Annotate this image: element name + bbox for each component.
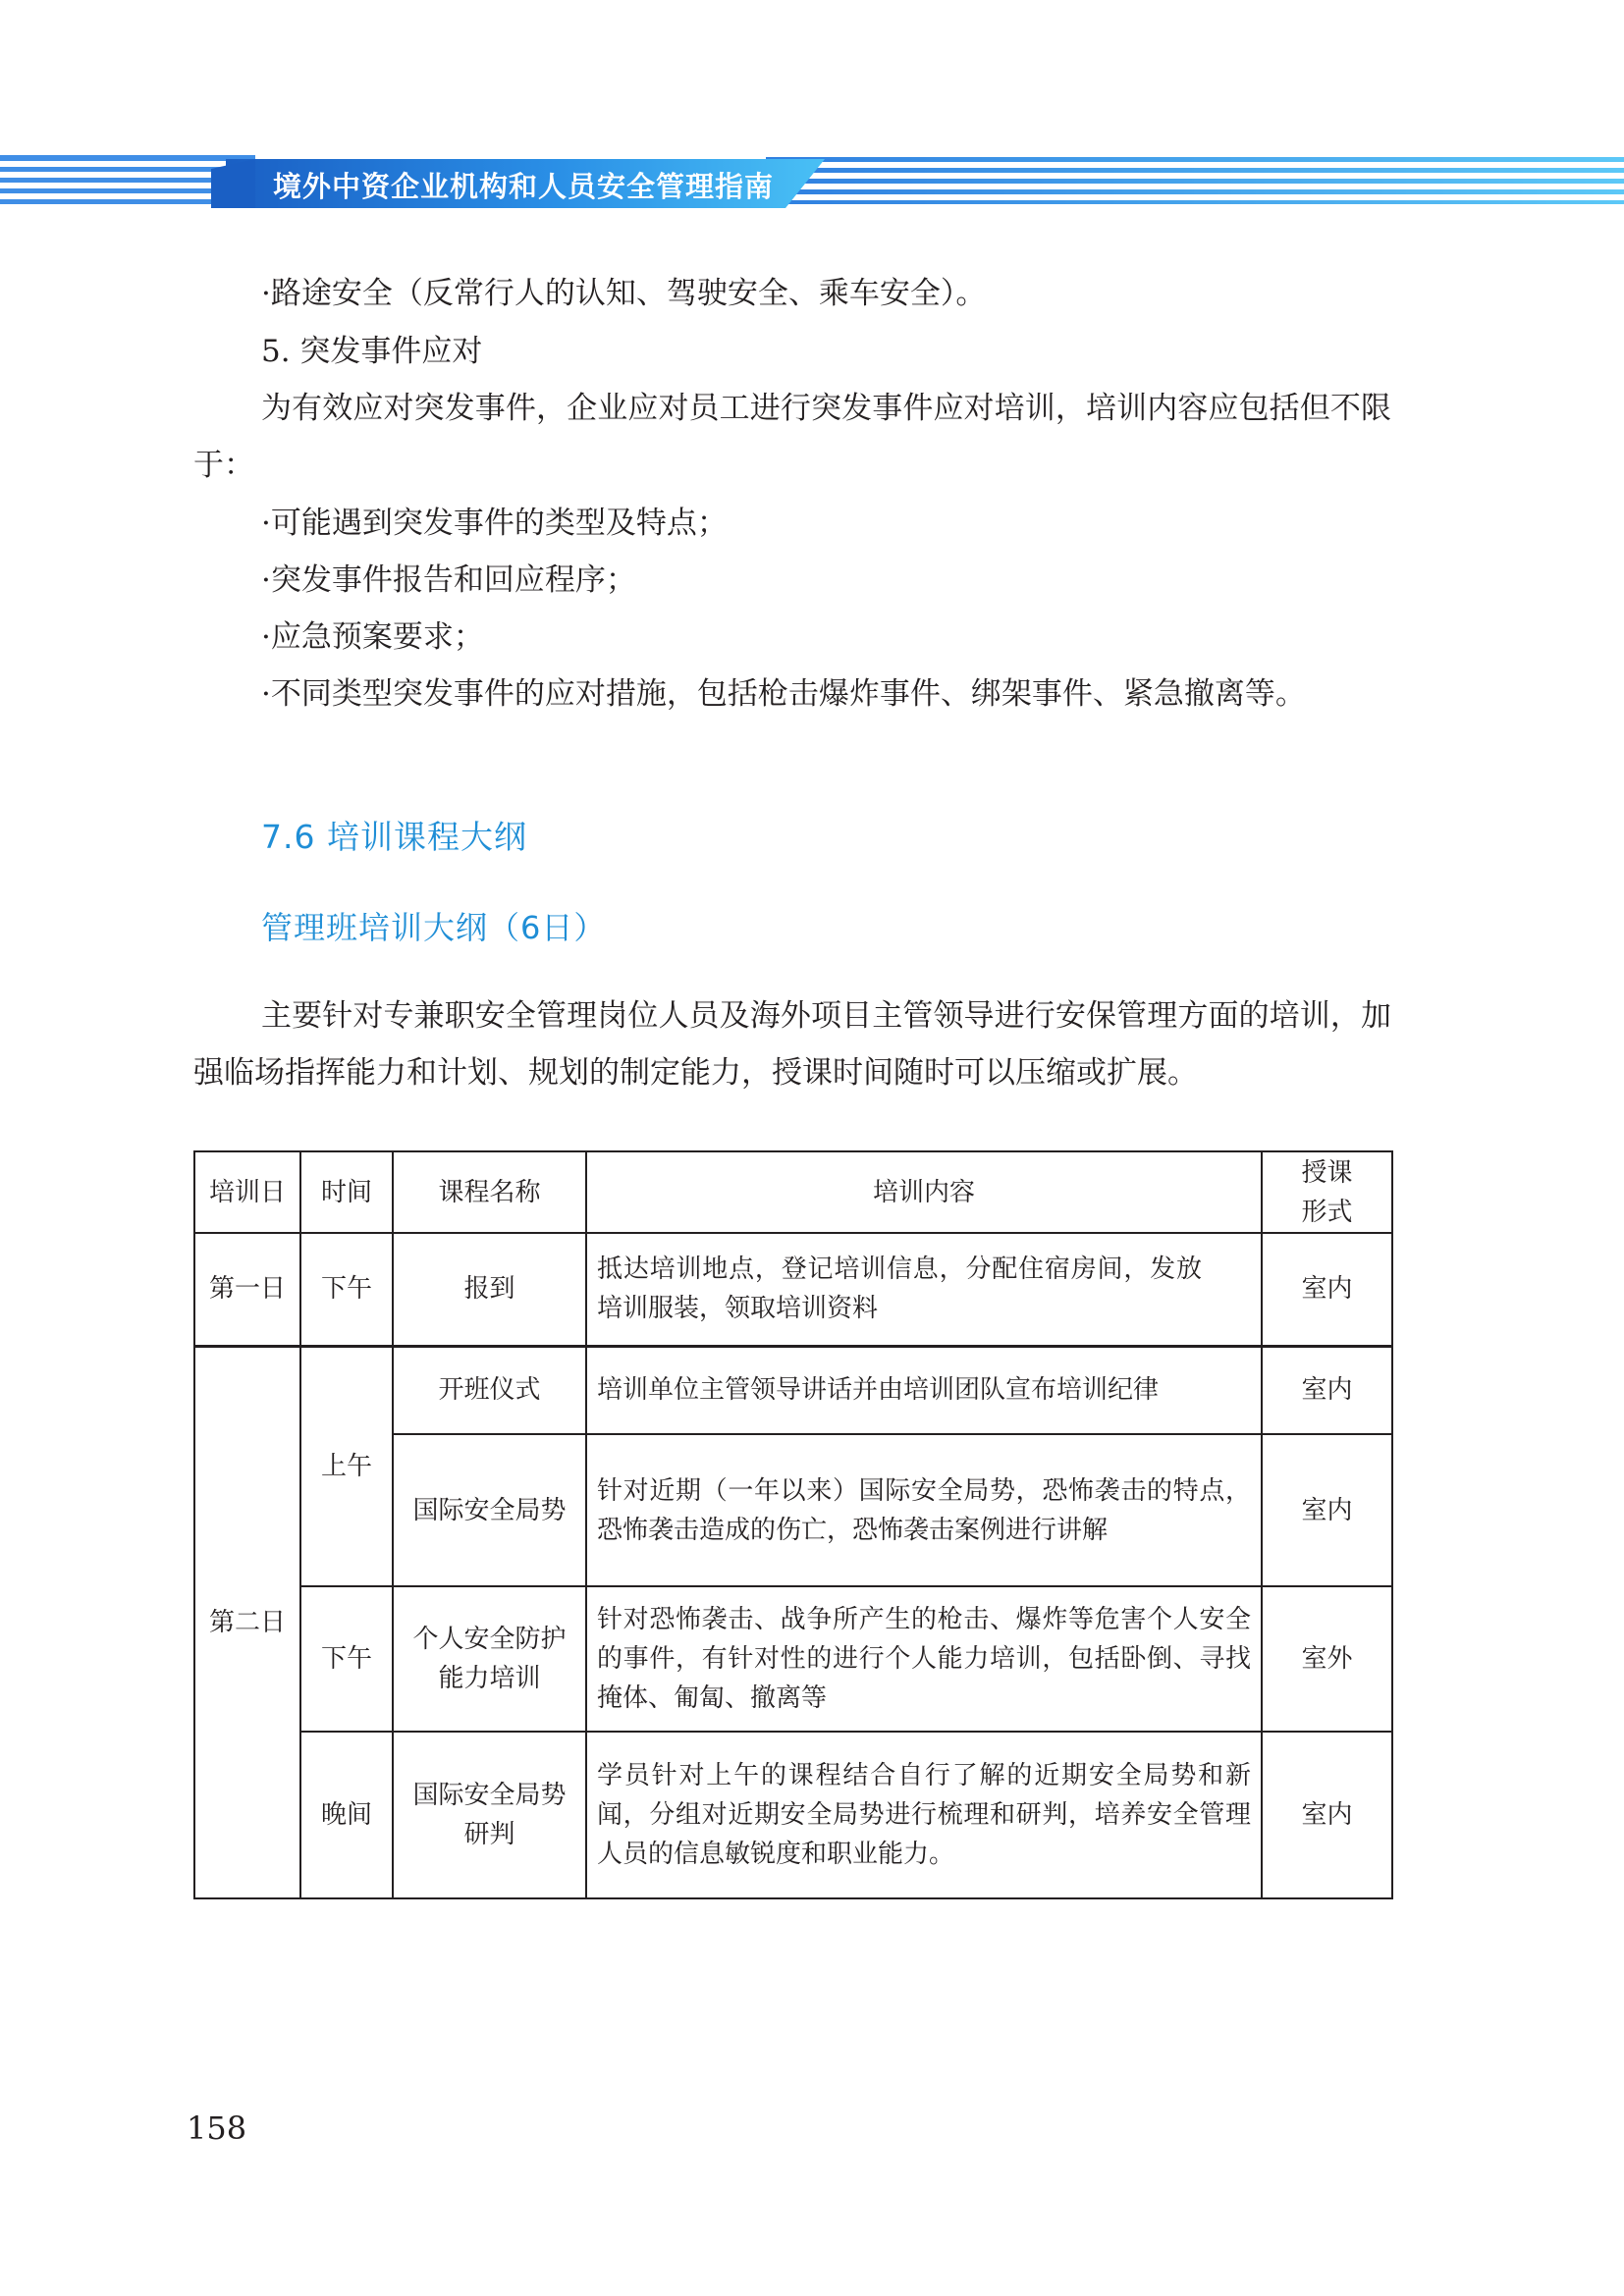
cell-mode: 室外 — [1262, 1586, 1392, 1732]
table-row — [194, 1233, 1392, 1346]
cell-day: 第一日 — [194, 1233, 300, 1346]
cell-time: 上午 — [300, 1346, 393, 1586]
header-content: 培训内容 — [586, 1151, 1262, 1233]
cell-content: 针对恐怖袭击、战争所产生的枪击、爆炸等危害个人安全的事件，有针对性的进行个人能力培训，包括卧倒、寻找掩体、匍匐、撤离等 — [586, 1586, 1262, 1732]
cell-content: 学员针对上午的课程结合自行了解的近期安全局势和新闻，分组对近期安全局势进行梳理和研判，培养安全管理人员的信息敏锐度和职业能力。 — [586, 1732, 1262, 1898]
cell-course: 国际安全局势 — [393, 1434, 586, 1586]
cell-mode: 室内 — [1262, 1434, 1392, 1586]
bullet-road-safety: ·路途安全（反常行人的认知、驾驶安全、乘车安全）。 — [261, 276, 987, 311]
cell-course: 个人安全防护能力培训 — [393, 1586, 586, 1732]
header-course: 课程名称 — [393, 1151, 586, 1233]
table-row — [194, 1346, 1392, 1434]
cell-mode: 室内 — [1262, 1346, 1392, 1434]
header-title: 境外中资企业机构和人员安全管理指南 — [273, 170, 775, 203]
cell-content: 针对近期（一年以来）国际安全局势，恐怖袭击的特点，恐怖袭击造成的伤亡，恐怖袭击案例进行讲解 — [586, 1434, 1262, 1586]
cell-day: 第二日 — [194, 1346, 300, 1898]
cell-course: 报到 — [393, 1233, 586, 1346]
bullet-contingency-plan: ·应急预案要求； — [261, 619, 484, 655]
section-heading: 7.6 培训课程大纲 — [261, 818, 527, 856]
cell-course: 开班仪式 — [393, 1346, 586, 1434]
table-row — [194, 1732, 1392, 1898]
item-5-heading: 5. 突发事件应对 — [261, 334, 483, 369]
cell-time: 晚间 — [300, 1732, 393, 1898]
training-schedule-table — [193, 1150, 1393, 1899]
intro-paragraph: 主要针对专兼职安全管理岗位人员及海外项目主管领导进行安保管理方面的培训，加强临场指挥能力和计划、规划的制定能力，授课时间随时可以压缩或扩展。 — [193, 998, 1391, 1091]
header-day: 培训日 — [194, 1151, 300, 1233]
cell-mode: 室内 — [1262, 1732, 1392, 1898]
page-number: 158 — [187, 2109, 247, 2147]
bullet-response-measures: ·不同类型突发事件的应对措施，包括枪击爆炸事件、绑架事件、紧急撤离等。 — [261, 676, 1306, 712]
header-banner-graphic — [0, 147, 1624, 216]
cell-content: 培训单位主管领导讲话并由培训团队宣布培训纪律 — [586, 1346, 1262, 1434]
header-banner — [0, 147, 1624, 216]
bullet-emergency-types: ·可能遇到突发事件的类型及特点； — [261, 506, 728, 541]
header-time: 时间 — [300, 1151, 393, 1233]
bullet-report-procedure: ·突发事件报告和回应程序； — [261, 562, 636, 598]
table-header-row — [194, 1151, 1392, 1233]
paragraph-emergency-training: 为有效应对突发事件，企业应对员工进行突发事件应对培训，培训内容应包括但不限于： — [193, 391, 1391, 483]
cell-time: 下午 — [300, 1233, 393, 1346]
cell-mode: 室内 — [1262, 1233, 1392, 1346]
table-row — [194, 1586, 1392, 1732]
header-mode: 授课形式 — [1262, 1151, 1392, 1233]
cell-time: 下午 — [300, 1586, 393, 1732]
cell-content: 抵达培训地点，登记培训信息，分配住宿房间，发放培训服装，领取培训资料 — [586, 1233, 1262, 1346]
cell-course: 国际安全局势研判 — [393, 1732, 586, 1898]
sub-heading: 管理班培训大纲（6日） — [261, 909, 607, 946]
